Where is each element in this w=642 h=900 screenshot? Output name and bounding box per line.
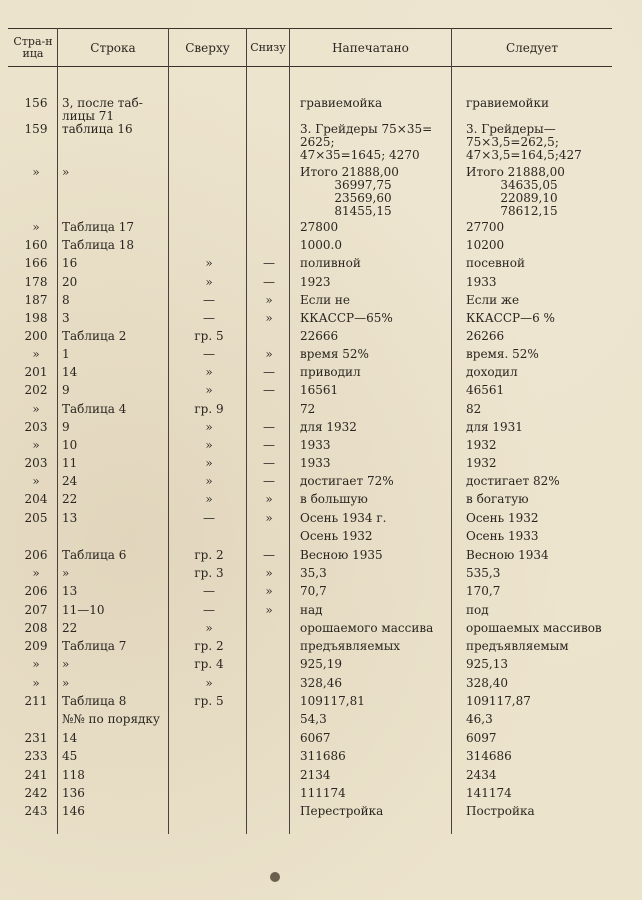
row-should-read: доходил <box>466 365 518 379</box>
row-should-read: гравиемойки <box>466 96 550 110</box>
row-should-read: под <box>466 603 489 617</box>
errata-row <box>0 122 642 162</box>
row-line: » <box>62 566 70 580</box>
row-from-top: » <box>205 275 213 289</box>
row-line: 11 <box>62 456 78 470</box>
row-printed: 311686 <box>300 749 346 763</box>
row-should-read: 46,3 <box>466 712 493 726</box>
row-from-top: » <box>205 256 213 270</box>
row-from-bottom: » <box>265 347 273 361</box>
row-page: 209 <box>24 639 48 653</box>
table-top-rule <box>8 28 612 29</box>
row-page: 202 <box>24 383 48 397</box>
row-printed: орошаемого массива <box>300 621 434 635</box>
row-should-read: Весною 1934 <box>466 548 549 562</box>
errata-row <box>0 750 642 769</box>
row-line: 13 <box>62 511 78 525</box>
row-from-top: гр. 2 <box>194 639 224 653</box>
row-page: » <box>32 438 40 452</box>
header-should-read: Следует <box>505 41 559 55</box>
row-printed: 1933 <box>300 456 331 470</box>
errata-row <box>0 805 642 824</box>
row-from-top: — <box>203 311 215 325</box>
row-from-top: гр. 2 <box>194 548 224 562</box>
row-from-top: » <box>205 438 213 452</box>
row-from-top: » <box>205 456 213 470</box>
row-page: 241 <box>24 768 48 782</box>
row-page: 160 <box>24 238 48 252</box>
row-from-top: гр. 3 <box>194 566 224 580</box>
row-should-read: 10200 <box>466 238 505 252</box>
row-from-bottom: — <box>263 420 275 434</box>
row-should-read: 314686 <box>466 749 512 763</box>
row-from-top: — <box>203 293 215 307</box>
row-from-top: — <box>203 347 215 361</box>
row-page: 231 <box>24 731 48 745</box>
row-should-read: 26266 <box>466 329 505 343</box>
row-line: 10 <box>62 438 78 452</box>
row-should-read: 328,40 <box>466 676 508 690</box>
row-from-top: гр. 5 <box>194 694 224 708</box>
row-line: 3, после таб- лицы 71 <box>62 96 143 123</box>
row-should-read: в богатую <box>466 492 529 506</box>
row-page: 205 <box>24 511 48 525</box>
row-from-top: » <box>205 383 213 397</box>
row-line: №№ по порядку <box>62 712 160 726</box>
row-printed: 35,3 <box>300 566 327 580</box>
row-line: 146 <box>62 804 85 818</box>
row-should-read: 170,7 <box>466 584 501 598</box>
row-from-top: » <box>205 676 213 690</box>
row-page: 198 <box>24 311 48 325</box>
row-line: 9 <box>62 420 70 434</box>
row-from-top: гр. 9 <box>194 402 224 416</box>
row-should-read: 109117,87 <box>466 694 531 708</box>
row-printed: 1933 <box>300 438 331 452</box>
header-line: Строка <box>90 41 136 55</box>
row-page: » <box>32 657 40 671</box>
errata-row <box>0 96 642 123</box>
row-page: 203 <box>24 420 48 434</box>
row-page: 242 <box>24 786 48 800</box>
row-line: Таблица 8 <box>62 694 127 708</box>
row-line: 9 <box>62 383 70 397</box>
row-line: таблица 16 <box>62 122 133 136</box>
errata-row <box>0 658 642 677</box>
row-should-read: Осень 1933 <box>466 529 539 543</box>
row-from-top: » <box>205 492 213 506</box>
row-line: 45 <box>62 749 78 763</box>
row-printed: поливной <box>300 256 361 270</box>
row-page: 204 <box>24 492 48 506</box>
row-should-read: 6097 <box>466 731 497 745</box>
row-line: Таблица 17 <box>62 220 134 234</box>
row-printed: 925,19 <box>300 657 342 671</box>
row-printed: Осень 1934 г. <box>300 511 387 525</box>
row-from-bottom: » <box>265 311 273 325</box>
row-line: » <box>62 165 70 179</box>
row-page: » <box>32 566 40 580</box>
row-should-read: посевной <box>466 256 526 270</box>
row-page: 159 <box>24 122 48 136</box>
row-printed: Осень 1932 <box>300 529 373 543</box>
row-printed: для 1932 <box>300 420 357 434</box>
row-printed: 109117,81 <box>300 694 365 708</box>
row-printed: Если не <box>300 293 351 307</box>
header-from-top: Сверху <box>185 41 230 55</box>
row-line: » <box>62 657 70 671</box>
row-from-top: гр. 4 <box>194 657 224 671</box>
row-page: 207 <box>24 603 48 617</box>
errata-row <box>0 585 642 604</box>
errata-row <box>0 530 642 549</box>
row-should-read: время. 52% <box>466 347 539 361</box>
row-page: 201 <box>24 365 48 379</box>
row-page: 178 <box>24 275 48 289</box>
row-from-bottom: » <box>265 492 273 506</box>
row-page: » <box>32 676 40 690</box>
row-from-bottom: » <box>265 566 273 580</box>
row-page: 206 <box>24 548 48 562</box>
header-page: Стра-ница <box>13 35 53 60</box>
header-printed: Напечатано <box>332 41 409 55</box>
row-printed: 1923 <box>300 275 331 289</box>
row-from-bottom: » <box>265 584 273 598</box>
row-printed: 2134 <box>300 768 331 782</box>
row-printed: 27800 <box>300 220 339 234</box>
row-should-read: Если же <box>466 293 520 307</box>
row-line: Таблица 6 <box>62 548 127 562</box>
row-line: 14 <box>62 365 78 379</box>
row-should-read: достигает 82% <box>466 474 560 488</box>
row-printed: в большую <box>300 492 368 506</box>
row-page: 203 <box>24 456 48 470</box>
row-printed: 70,7 <box>300 584 327 598</box>
row-printed: 16561 <box>300 383 339 397</box>
row-line: Таблица 4 <box>62 402 127 416</box>
row-should-read: Постройка <box>466 804 535 818</box>
row-line: 118 <box>62 768 85 782</box>
errata-row <box>0 165 642 218</box>
row-printed: ККАССР—65% <box>300 311 393 325</box>
row-should-read: 535,3 <box>466 566 501 580</box>
row-should-read: орошаемых массивов <box>466 621 602 635</box>
table-header-rule <box>8 66 612 67</box>
row-should-read: 2434 <box>466 768 497 782</box>
row-printed: над <box>300 603 323 617</box>
row-should-read: 3. Грейдеры— 75×3,5=262,5; 47×3,5=164,5;427 <box>466 122 582 162</box>
row-from-top: » <box>205 621 213 635</box>
row-should-read: 46561 <box>466 383 505 397</box>
row-page: 156 <box>24 96 48 110</box>
row-should-read: 27700 <box>466 220 505 234</box>
row-page: 200 <box>24 329 48 343</box>
errata-row <box>0 384 642 403</box>
row-from-top: гр. 5 <box>194 329 224 343</box>
row-from-bottom: — <box>263 438 275 452</box>
row-from-bottom: — <box>263 275 275 289</box>
row-from-top: — <box>203 511 215 525</box>
row-should-read: для 1931 <box>466 420 523 434</box>
row-page: 211 <box>24 694 48 708</box>
row-page: » <box>32 220 40 234</box>
row-from-bottom: — <box>263 548 275 562</box>
row-should-read: 82 <box>466 402 482 416</box>
row-from-bottom: — <box>263 365 275 379</box>
row-page: 166 <box>24 256 48 270</box>
row-line: Таблица 18 <box>62 238 134 252</box>
row-line: 136 <box>62 786 85 800</box>
row-page: » <box>32 165 40 179</box>
row-line: Таблица 7 <box>62 639 127 653</box>
row-line: 16 <box>62 256 78 270</box>
errata-row <box>0 493 642 512</box>
row-from-bottom: — <box>263 474 275 488</box>
row-from-bottom: » <box>265 293 273 307</box>
row-printed: Перестройка <box>300 804 384 818</box>
row-from-top: » <box>205 474 213 488</box>
header-from-bottom: Снизу <box>250 41 286 54</box>
row-printed: 3. Грейдеры 75×35= 2625; 47×35=1645; 4270 <box>300 122 433 162</box>
row-line: 3 <box>62 311 70 325</box>
row-should-read: 1932 <box>466 438 497 452</box>
row-line: 24 <box>62 474 78 488</box>
row-should-read: 925,13 <box>466 657 508 671</box>
row-printed: Весною 1935 <box>300 548 383 562</box>
row-page: 206 <box>24 584 48 598</box>
row-line: 8 <box>62 293 70 307</box>
row-printed: 72 <box>300 402 316 416</box>
row-should-read: Итого 21888,00 34635,05 22089,10 78612,15 <box>466 165 565 218</box>
row-printed: гравиемойка <box>300 96 383 110</box>
row-from-top: » <box>205 420 213 434</box>
row-should-read: 1932 <box>466 456 497 470</box>
row-from-bottom: » <box>265 603 273 617</box>
row-from-bottom: — <box>263 383 275 397</box>
row-printed: Итого 21888,00 36997,75 23569,60 81455,15 <box>300 165 399 218</box>
row-page: 187 <box>24 293 48 307</box>
row-line: 11—10 <box>62 603 105 617</box>
row-line: » <box>62 676 70 690</box>
errata-row <box>0 713 642 732</box>
row-page: » <box>32 347 40 361</box>
row-line: 20 <box>62 275 78 289</box>
row-page: » <box>32 402 40 416</box>
row-line: 22 <box>62 492 78 506</box>
row-printed: достигает 72% <box>300 474 394 488</box>
row-from-bottom: — <box>263 256 275 270</box>
row-should-read: 1933 <box>466 275 497 289</box>
row-from-bottom: » <box>265 511 273 525</box>
row-printed: 54,3 <box>300 712 327 726</box>
row-line: 1 <box>62 347 70 361</box>
row-printed: 111174 <box>300 786 346 800</box>
row-page: 243 <box>24 804 48 818</box>
row-from-top: » <box>205 365 213 379</box>
errata-row <box>0 257 642 276</box>
row-printed: время 52% <box>300 347 369 361</box>
row-from-bottom: — <box>263 456 275 470</box>
row-page: 233 <box>24 749 48 763</box>
row-page: » <box>32 474 40 488</box>
row-line: 22 <box>62 621 78 635</box>
row-printed: 6067 <box>300 731 331 745</box>
page-dot <box>270 872 280 882</box>
row-page: 208 <box>24 621 48 635</box>
row-should-read: предъявляемым <box>466 639 569 653</box>
row-printed: приводил <box>300 365 361 379</box>
row-line: Таблица 2 <box>62 329 127 343</box>
row-line: 13 <box>62 584 78 598</box>
row-printed: предъявляемых <box>300 639 401 653</box>
row-should-read: 141174 <box>466 786 512 800</box>
row-should-read: Осень 1932 <box>466 511 539 525</box>
row-printed: 1000.0 <box>300 238 342 252</box>
row-line: 14 <box>62 731 78 745</box>
row-should-read: ККАССР—6 % <box>466 311 555 325</box>
row-from-top: — <box>203 584 215 598</box>
row-printed: 328,46 <box>300 676 342 690</box>
row-printed: 22666 <box>300 329 339 343</box>
row-from-top: — <box>203 603 215 617</box>
